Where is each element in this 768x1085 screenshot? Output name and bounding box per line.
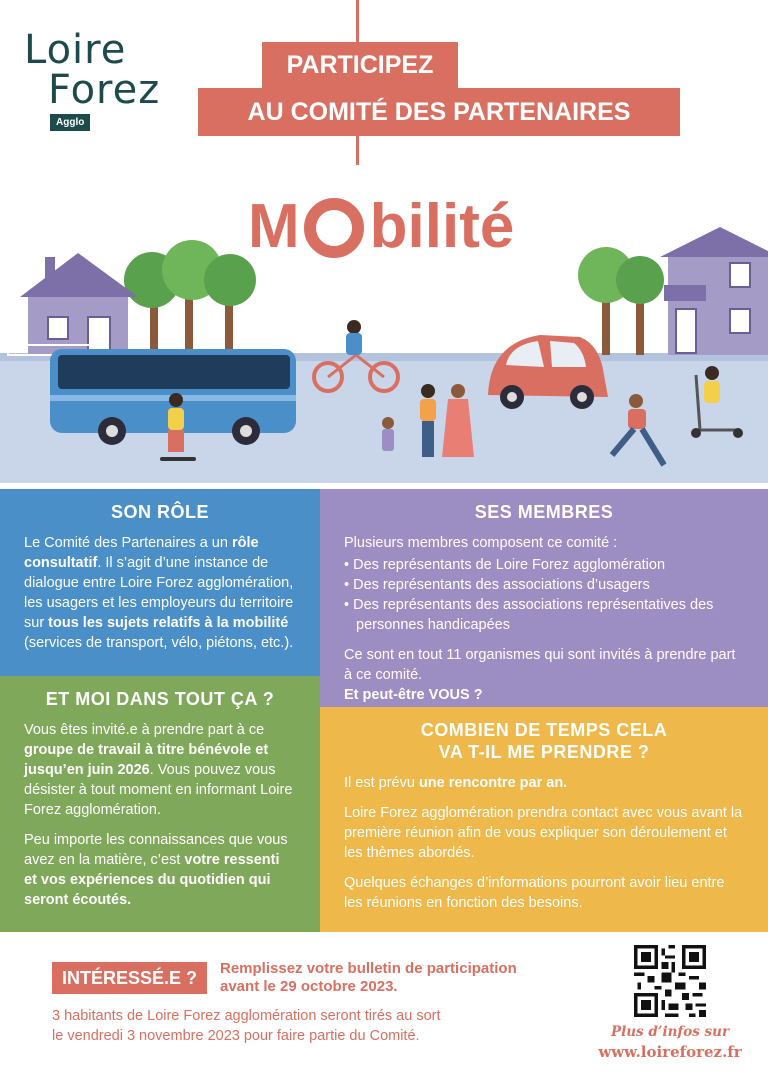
time-paragraph-2: Loire Forez agglomération prendra contact avec vous avant la première réunion afin de vous expliquer son déroulement et les thèmes abordés. [344, 805, 743, 861]
more-info-label: Plus d’infos sur [610, 1024, 730, 1040]
time-paragraph-3: Quelques échanges d’informations pourront avoir lieu entre les réunions en fonction des besoins. [344, 875, 725, 911]
draw-text: 3 habitants de Loire Forez agglomération seront tirés au sort le vendredi 3 novembre 2023 pour faire partie du Comité. [52, 1008, 441, 1044]
me-paragraph-1: Vous êtes invité.e à prendre part à ce groupe de travail à titre bénévole et jusqu’en juin 2026. Vous pouvez vous désister à tout moment en informant Loire Forez agglomération. [24, 722, 293, 818]
me-paragraph-2: Peu importe les connaissances que vous avez en la matière, c’est votre ressenti et vos expériences du quotidien qui seront écoutés. [24, 832, 288, 908]
members-panel [320, 489, 768, 707]
title-participez: PARTICIPEZ [262, 42, 458, 88]
me-title: ET MOI DANS TOUT ÇA ? [45, 689, 275, 709]
members-title: SES MEMBRES [474, 502, 614, 522]
role-title: SON RÔLE [110, 502, 209, 522]
street-scene-illustration [0, 225, 768, 483]
mid-connector-line [356, 135, 359, 165]
trees-right-icon [578, 247, 664, 355]
role-text: Le Comité des Partenaires a un rôle consultatif. Il s’agit d’une instance de dialogue entre Loire Forez agglomération, les usagers et les employeurs du territoire sur tous les sujets relatifs à la mobilité (services de transport, vélo, piétons, etc.). [24, 535, 294, 651]
cta-text: Remplissez votre bulletin de participation avant le 29 octobre 2023. [220, 960, 517, 995]
time-title: COMBIEN DE TEMPS CELA VA T-IL ME PRENDRE ? [420, 720, 668, 762]
logo-agglo-badge: Agglo [50, 114, 90, 131]
mobilite-rest: bilité [369, 192, 515, 261]
role-panel [0, 489, 320, 676]
members-list-item: • Des représentants des associations représentatives des personnes handicapées [344, 597, 714, 633]
time-paragraph-1: Il est prévu une rencontre par an. [344, 775, 568, 791]
members-count-text: Ce sont en tout 11 organismes qui sont invités à prendre part à ce comité. Et peut-être VOUS ? [344, 647, 736, 703]
members-list [344, 555, 744, 635]
mobilite-m: M [248, 192, 300, 261]
house-left-icon [8, 253, 138, 355]
members-list-item: • Des représentants de Loire Forez agglomération [344, 557, 666, 573]
me-panel [0, 676, 320, 932]
logo-line-1: Loire [24, 27, 127, 73]
top-connector-line [356, 0, 359, 42]
loire-forez-logo [24, 27, 184, 131]
time-panel [320, 707, 768, 932]
members-list-item: • Des représentants des associations d’usagers [344, 577, 650, 593]
logo-line-2: Forez [48, 67, 161, 113]
house-right-icon [660, 227, 768, 355]
qr-code-icon[interactable] [634, 945, 706, 1017]
interested-badge: INTÉRESSÉ.E ? [52, 962, 207, 994]
title-comite: AU COMITÉ DES PARTENAIRES [198, 88, 680, 136]
members-intro: Plusieurs membres composent ce comité : [344, 535, 618, 551]
website-link[interactable]: www.loireforez.fr [598, 1043, 742, 1061]
trees-left-icon [124, 240, 256, 355]
